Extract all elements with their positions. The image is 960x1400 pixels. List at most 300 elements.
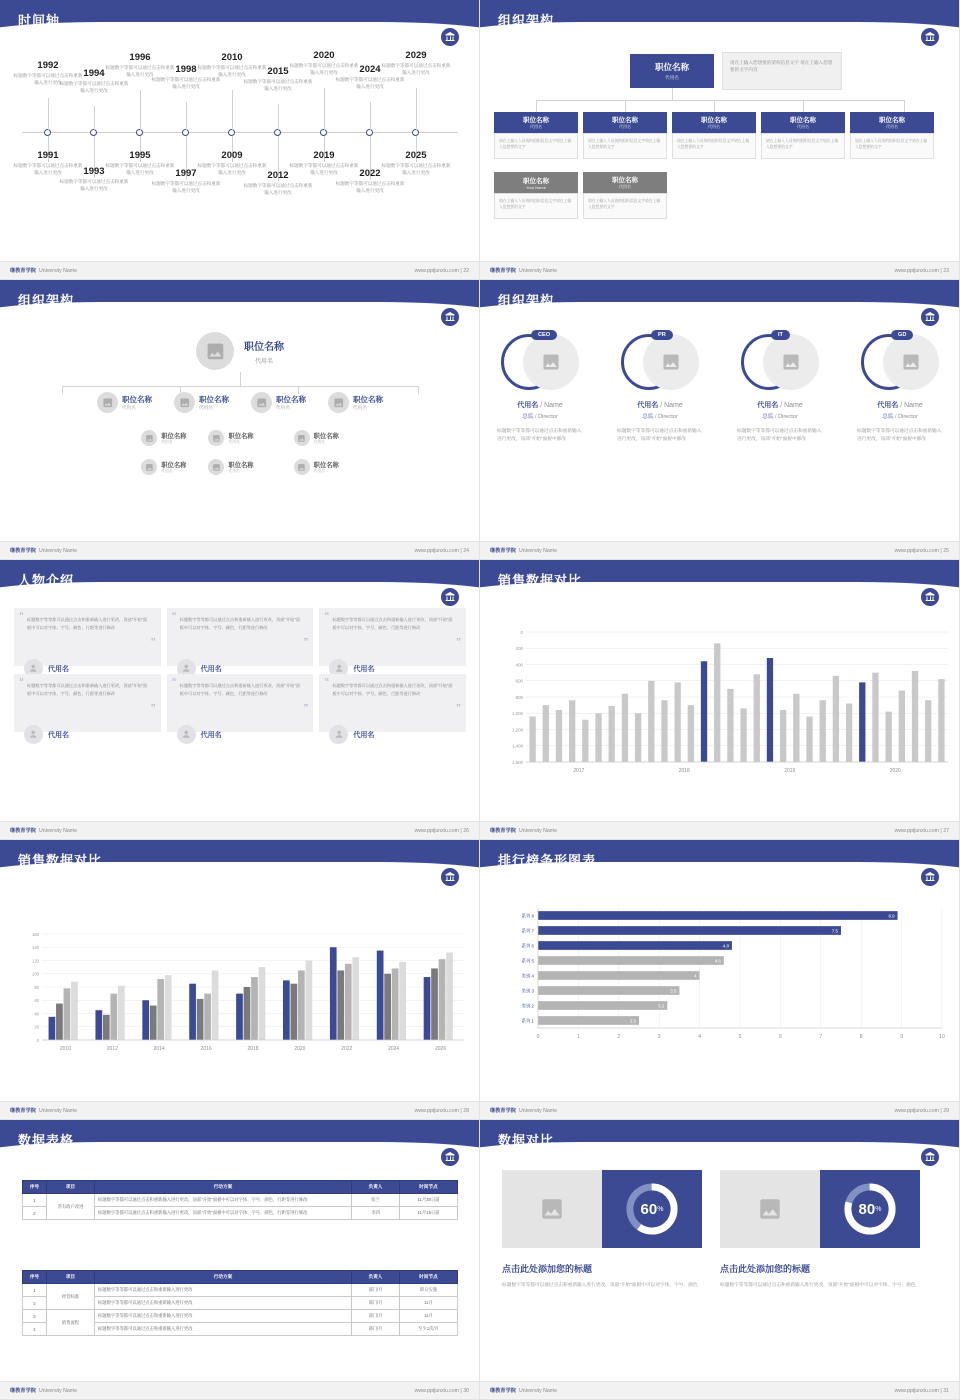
timeline-year: 1991 — [37, 150, 59, 161]
footer-university: University Name — [518, 827, 558, 834]
svg-text:160: 160 — [32, 931, 39, 937]
person-role: 总监 / Director — [882, 414, 918, 420]
cell-index: 3 — [23, 1310, 47, 1323]
org-card-sub: 代用名 — [708, 124, 720, 129]
person-card[interactable] — [605, 332, 715, 443]
slide-footer: 继教育学院 University Name www.pptjunxiu.com | 30 — [0, 1381, 479, 1399]
timeline-year: 2019 — [313, 150, 335, 161]
slide-footer: 继教育学院 University Name www.pptjunxiu.com | 27 — [480, 821, 959, 839]
svg-text:1: 1 — [577, 1034, 580, 1040]
quote-text: 标题数字等等都可以通过点击和重新输入进行更改，顶部"开始"面板中可以对字体、字号、颜色、行距等进行修改 — [27, 617, 148, 630]
org-subtree — [208, 430, 253, 475]
timeline-year: 2015 — [267, 66, 289, 77]
timeline-desc: 标题数字等都可以通过点击和重新输入进行更改 — [243, 79, 313, 91]
logo-badge — [439, 1146, 461, 1168]
quote-open-icon: “ — [19, 677, 24, 688]
org-card[interactable] — [494, 172, 578, 219]
org-subtree — [294, 430, 339, 475]
svg-text:2020: 2020 — [889, 768, 901, 774]
avatar-placeholder-icon — [208, 430, 224, 446]
org-node[interactable] — [208, 459, 253, 475]
org-card-name: 职位名称 — [612, 177, 638, 184]
svg-text:2024: 2024 — [388, 1046, 400, 1052]
org-node-sub: 代用名 — [313, 469, 325, 473]
org-node-name: 职位名称 — [161, 462, 187, 469]
svg-text:1,400: 1,400 — [512, 743, 523, 749]
quote-text: 标题数字等等都可以通过点击和重新输入进行更改，顶部"开始"面板中可以对字体、字号、颜色、行距等进行修改 — [332, 683, 453, 696]
footer-logo: 继教育学院 — [10, 548, 36, 554]
quote-author — [177, 725, 222, 744]
avatar-placeholder-icon — [208, 459, 224, 475]
footer-site: www.pptjunxiu.com — [894, 547, 939, 554]
svg-text:2019: 2019 — [784, 768, 796, 774]
person-name: 代用名 / Name — [517, 402, 563, 409]
svg-text:100: 100 — [32, 971, 39, 977]
org-node[interactable] — [141, 430, 186, 446]
org-card-name: 职位名称 — [701, 117, 727, 124]
page-number: 30 — [463, 1387, 469, 1394]
footer-logo: 继教育学院 — [490, 548, 516, 554]
logo-badge — [439, 306, 461, 328]
quote-close-icon: ” — [456, 637, 461, 648]
avatar-placeholder-icon — [174, 392, 195, 413]
cell-index: 2 — [23, 1207, 47, 1220]
cell-index: 2 — [23, 1297, 47, 1310]
col-header: 项目 — [47, 1271, 95, 1284]
page-number: 31 — [943, 1387, 949, 1394]
cell-owner: 部门/月 — [352, 1284, 400, 1297]
col-header: 序号 — [23, 1181, 47, 1194]
quote-card[interactable] — [319, 674, 466, 739]
quote-author-name: 代用名 — [48, 731, 69, 739]
slide-data-comparison — [480, 1120, 960, 1400]
timeline-desc: 标题数字等都可以通过点击和重新输入进行更改 — [13, 73, 83, 85]
people-row — [480, 332, 960, 443]
org-card-sub: 代用名 — [797, 124, 809, 129]
org-node-name: 职位名称 — [353, 395, 383, 404]
footer-logo: 继教育学院 — [10, 828, 36, 834]
person-card[interactable] — [845, 332, 955, 443]
page-title: 数据对比 — [498, 1133, 555, 1148]
quote-author — [329, 725, 374, 744]
quote-author-name: 代用名 — [48, 665, 69, 673]
slide-org-chart-boxes — [480, 0, 960, 280]
timeline-item — [381, 50, 451, 76]
svg-text:8: 8 — [859, 1034, 863, 1040]
quote-card[interactable] — [319, 608, 466, 673]
svg-text:3: 3 — [657, 1034, 661, 1040]
svg-text:4.8: 4.8 — [722, 943, 729, 949]
svg-text:0: 0 — [36, 1037, 39, 1043]
timeline-year: 1993 — [83, 166, 105, 177]
org-card-body: 请在上输入人员的的组织信息文字请在上输入您想要的文字 — [850, 133, 934, 159]
person-card[interactable] — [725, 332, 835, 443]
block-desc: 标题数字等等都可以通过点击和重新输入进行更改，顶部"开始"面板中可以对字体、字号、颜色 — [720, 1282, 916, 1287]
svg-text:2026: 2026 — [434, 1046, 447, 1052]
slide-footer: 继教育学院 University Name www.pptjunxiu.com | 31 — [480, 1381, 959, 1399]
quote-text: 标题数字等等都可以通过点击和重新输入进行更改，顶部"开始"面板中可以对字体、字号、颜色、行距等进行修改 — [27, 683, 148, 696]
org-card-name: 职位名称 — [879, 117, 905, 124]
avatar-placeholder-icon — [294, 459, 310, 475]
avatar-placeholder-icon — [196, 332, 234, 370]
person-role: 总监 / Director — [522, 414, 558, 420]
svg-text:200: 200 — [515, 646, 523, 652]
footer-university: University Name — [518, 1107, 558, 1114]
svg-text:7: 7 — [819, 1034, 823, 1040]
org-node[interactable] — [97, 392, 152, 413]
cell-owner: 张兰 — [352, 1194, 400, 1207]
svg-text:2.5: 2.5 — [629, 1018, 636, 1024]
quote-author-name: 代用名 — [200, 731, 222, 739]
table-header-row — [23, 1181, 458, 1194]
timeline-desc: 标题数字等都可以通过点击和重新输入进行更改 — [197, 65, 267, 77]
svg-text:600: 600 — [515, 678, 523, 684]
footer-site: www.pptjunxiu.com — [414, 827, 459, 834]
col-header: 时间节点 — [400, 1181, 458, 1194]
quote-open-icon: “ — [171, 677, 177, 688]
org-card-sub: 代用名 — [530, 124, 542, 129]
footer-logo: 继教育学院 — [490, 1388, 516, 1394]
slide-footer: 继教育学院 University Name www.pptjunxiu.com | 29 — [480, 1101, 959, 1119]
footer-university: University Name — [518, 547, 558, 554]
org-node-name: 职位名称 — [228, 433, 254, 440]
page-title: 人物介绍 — [18, 573, 75, 588]
person-desc: 标题数字等等都可以通过点击和重新输入进行更改，顶部"开始"面板中修改 — [857, 428, 942, 441]
svg-text:2018: 2018 — [678, 768, 690, 774]
quote-card[interactable] — [14, 674, 161, 739]
logo-badge — [919, 586, 941, 608]
org-node-name: 职位名称 — [122, 395, 152, 404]
org-card[interactable] — [583, 112, 667, 159]
avatar-placeholder-icon — [763, 334, 819, 390]
logo-badge — [919, 866, 941, 888]
svg-text:40: 40 — [34, 1011, 39, 1017]
org-subtree — [141, 430, 186, 475]
footer-logo: 继教育学院 — [490, 268, 516, 274]
person-name: 代用名 / Name — [637, 402, 683, 409]
table-row[interactable] — [23, 1284, 458, 1297]
slide-org-chart-circles — [480, 280, 960, 560]
quote-card[interactable] — [14, 608, 161, 673]
org-card-body: 请在上输入人员的的组织信息文字请在上输入您想要的文字 — [583, 133, 667, 159]
table-row[interactable] — [23, 1310, 458, 1323]
cell-index: 4 — [23, 1323, 47, 1336]
timeline-year: 2012 — [267, 170, 289, 181]
org-node[interactable] — [294, 459, 339, 475]
org-node[interactable] — [328, 392, 383, 413]
svg-text:2012: 2012 — [106, 1046, 118, 1052]
logo-badge — [439, 26, 461, 48]
cell-plan: 标题数字等等都可以通过点击和重新输入进行更改 — [95, 1297, 352, 1310]
timeline-desc: 标题数字等都可以通过点击和重新输入进行更改 — [335, 181, 405, 193]
footer-logo: 继教育学院 — [490, 828, 516, 834]
org-node-name: 职位名称 — [228, 462, 254, 469]
role-tag: GD — [891, 330, 913, 340]
cell-plan: 标题数字等都可以通过点击和重新输入进行更改，顶部"开始"面板中可以对字体、字号、颜色、行距等进行修改 — [95, 1207, 352, 1220]
avatar-placeholder-icon — [141, 430, 157, 446]
cell-plan: 标题数字等等都可以通过点击和重新输入进行更改 — [95, 1323, 352, 1336]
page-number: 29 — [943, 1107, 949, 1114]
svg-text:6: 6 — [779, 1034, 782, 1040]
page-title: 排行榜条形图表 — [498, 853, 597, 868]
cell-deadline: 11月15日前 — [400, 1207, 458, 1220]
page-number: 23 — [943, 267, 949, 274]
slide-data-tables — [0, 1120, 480, 1400]
org-node-sub: 代用名 — [122, 405, 136, 410]
footer-university: University Name — [38, 1107, 78, 1114]
svg-text:系列 5: 系列 5 — [521, 958, 534, 964]
footer-site: www.pptjunxiu.com — [894, 827, 939, 834]
svg-text:3.5: 3.5 — [670, 988, 677, 994]
col-header: 行动方案 — [95, 1181, 352, 1194]
comparison-block[interactable] — [502, 1170, 742, 1289]
org-root-note: 请在上输入您想要的架构信息文字 请在上输入您想要的文字内容 — [722, 52, 842, 90]
quote-text: 标题数字等等都可以通过点击和重新输入进行更改，顶部"开始"面板中可以对字体、字号、颜色、行距等进行修改 — [332, 617, 453, 630]
quote-open-icon: “ — [19, 611, 24, 622]
avatar — [177, 725, 196, 744]
org-level2-row — [0, 392, 480, 413]
timeline-year: 2010 — [221, 52, 243, 63]
table-header-row — [23, 1271, 458, 1284]
org-node-name: 职位名称 — [276, 395, 306, 404]
cell-plan: 标题数字等等都可以通过点击和重新输入进行更改 — [95, 1284, 352, 1297]
logo-badge — [919, 26, 941, 48]
svg-text:类别 2: 类别 2 — [521, 1003, 534, 1009]
timeline-desc: 标题数字等都可以通过点击和重新输入进行更改 — [151, 181, 221, 193]
cell-deadline: 至少1次/月 — [400, 1323, 458, 1336]
timeline-year: 2025 — [405, 150, 427, 161]
timeline-desc: 标题数字等都可以通过点击和重新输入进行更改 — [13, 163, 83, 175]
svg-text:1,600: 1,600 — [512, 759, 523, 765]
timeline-desc: 标题数字等都可以通过点击和重新输入进行更改 — [59, 179, 129, 191]
cell-project: 销售流程 — [47, 1310, 95, 1336]
cell-index: 1 — [23, 1194, 47, 1207]
col-header: 负责人 — [352, 1181, 400, 1194]
cell-project: 苏有政户改进 — [47, 1194, 95, 1220]
comparison-block[interactable] — [720, 1170, 960, 1289]
org-card[interactable] — [761, 112, 845, 159]
avatar-placeholder-icon — [141, 459, 157, 475]
org-node[interactable] — [251, 392, 306, 413]
org-node-sub: 代用名 — [161, 440, 173, 444]
timeline — [0, 46, 480, 236]
org-node-sub: 代用名 — [228, 469, 240, 473]
timeline-year: 1994 — [83, 68, 105, 79]
quote-text: 标题数字等等都可以通过点击和重新输入进行更改，顶部"开始"面板中可以对字体、字号、颜色、行距等进行修改 — [179, 683, 300, 696]
chart-canvas — [12, 928, 472, 1068]
timeline-year: 2009 — [221, 150, 243, 161]
timeline-year: 2020 — [313, 50, 335, 61]
slide-footer: 继教育学院 University Name www.pptjunxiu.com | 25 — [480, 541, 959, 559]
svg-text:4: 4 — [694, 973, 697, 979]
footer-site: www.pptjunxiu.com — [414, 547, 459, 554]
quote-author-name: 代用名 — [353, 731, 375, 739]
svg-text:2022: 2022 — [341, 1046, 353, 1052]
timeline-desc: 标题数字等都可以通过点击和重新输入进行更改 — [59, 81, 129, 93]
donut-label — [624, 1181, 680, 1237]
svg-text:1,000: 1,000 — [512, 711, 523, 717]
page-number: 22 — [463, 267, 469, 274]
footer-site: www.pptjunxiu.com — [894, 267, 939, 274]
slide-footer: 继教育学院 University Name www.pptjunxiu.com | 26 — [0, 821, 479, 839]
org-level2-row — [480, 112, 960, 159]
slide-org-chart-avatars — [0, 280, 480, 560]
chart-canvas — [492, 624, 952, 794]
timeline-desc: 标题数字等都可以通过点击和重新输入进行更改 — [197, 163, 267, 175]
logo-badge — [919, 306, 941, 328]
svg-text:4.6: 4.6 — [714, 958, 721, 964]
org-card-name: 职位名称 — [523, 177, 549, 185]
timeline-desc: 标题数字等都可以通过点击和重新输入进行更改 — [335, 77, 405, 89]
slide-footer: 继教育学院 University Name www.pptjunxiu.com | 22 — [0, 261, 479, 279]
col-header: 时间节点 — [400, 1271, 458, 1284]
timeline-desc: 标题数字等都可以通过点击和重新输入进行更改 — [381, 163, 451, 175]
timeline-desc: 标题数字等都可以通过点击和重新输入进行更改 — [151, 77, 221, 89]
footer-logo: 继教育学院 — [10, 1388, 36, 1394]
page-title: 时间轴 — [18, 13, 61, 28]
person-card[interactable] — [485, 332, 595, 443]
timeline-year: 2029 — [405, 50, 427, 61]
slide-sales-chart-2 — [0, 840, 480, 1120]
svg-text:140: 140 — [32, 945, 39, 951]
role-tag: PR — [651, 330, 673, 340]
org-root-box[interactable] — [630, 54, 714, 88]
cell-owner: 李四 — [352, 1207, 400, 1220]
svg-text:3.2: 3.2 — [658, 1003, 665, 1009]
svg-text:10: 10 — [939, 1034, 945, 1040]
logo-badge — [919, 1146, 941, 1168]
cell-owner: 部门/月 — [352, 1297, 400, 1310]
quote-card[interactable] — [167, 608, 314, 673]
quote-close-icon: ” — [150, 637, 156, 648]
org-node[interactable] — [174, 392, 229, 413]
timeline-axis — [22, 132, 458, 133]
person-desc: 标题数字等等都可以通过点击和重新输入进行更改，顶部"开始"面板中修改 — [617, 428, 702, 441]
svg-text:系列 6: 系列 6 — [521, 943, 534, 949]
timeline-item — [381, 150, 451, 176]
svg-text:0: 0 — [520, 629, 523, 635]
org-card-sub: 代用名 — [619, 184, 631, 189]
cell-owner: 部门/月 — [352, 1310, 400, 1323]
svg-text:系列 7: 系列 7 — [521, 928, 534, 934]
org-card-body: 请在上输入人员的的组织信息文字请在上输入您想要的文字 — [583, 193, 667, 219]
org-node-name: 职位名称 — [199, 395, 229, 404]
slide-footer: 继教育学院 University Name www.pptjunxiu.com | 28 — [0, 1101, 479, 1119]
footer-logo: 继教育学院 — [10, 1108, 36, 1114]
avatar-placeholder-icon — [883, 334, 939, 390]
svg-text:2016: 2016 — [200, 1046, 212, 1052]
footer-site: www.pptjunxiu.com — [414, 1387, 459, 1394]
timeline-year: 1997 — [175, 168, 197, 179]
cell-project: 经营标准 — [47, 1284, 95, 1310]
page-number: 24 — [463, 547, 469, 554]
avatar-placeholder-icon — [523, 334, 579, 390]
timeline-year: 1996 — [129, 52, 151, 63]
avatar-placeholder-icon — [97, 392, 118, 413]
svg-text:80: 80 — [34, 984, 39, 990]
org-card[interactable] — [672, 112, 756, 159]
org-node-sub: 代用名 — [353, 405, 367, 410]
org-node[interactable] — [141, 459, 186, 475]
quote-card[interactable] — [167, 674, 314, 739]
image-placeholder-icon — [720, 1170, 820, 1248]
slide-ranking-chart — [480, 840, 960, 1120]
svg-text:8.9: 8.9 — [888, 913, 895, 919]
timeline-desc: 标题数字等都可以通过点击和重新输入进行更改 — [105, 163, 175, 175]
cell-deadline: 11月 — [400, 1310, 458, 1323]
cell-owner: 部门/月 — [352, 1323, 400, 1336]
org-card-body: 请在上输入人员的的组织信息文字请在上输入您想要的文字 — [761, 133, 845, 159]
cell-deadline: 即日实施 — [400, 1284, 458, 1297]
avatar-placeholder-icon — [294, 430, 310, 446]
svg-text:800: 800 — [515, 694, 523, 700]
org-node-sub: 代用名 — [161, 469, 173, 473]
timeline-desc: 标题数字等都可以通过点击和重新输入进行更改 — [105, 65, 175, 77]
cell-index: 1 — [23, 1284, 47, 1297]
page-number: 26 — [463, 827, 469, 834]
quote-close-icon: ” — [456, 703, 461, 714]
avatar-placeholder-icon — [328, 392, 349, 413]
page-title: 组织架构 — [498, 293, 555, 308]
donut-label — [842, 1181, 898, 1237]
col-header: 行动方案 — [95, 1271, 352, 1284]
svg-text:9: 9 — [900, 1034, 903, 1040]
org-card[interactable] — [494, 112, 578, 159]
org-node[interactable] — [294, 430, 339, 446]
slide-people-intro — [0, 560, 480, 840]
svg-text:系列 1: 系列 1 — [521, 1018, 534, 1024]
table-row[interactable] — [23, 1194, 458, 1207]
org-level3-row — [480, 172, 960, 219]
timeline-year: 1998 — [175, 64, 197, 75]
svg-text:2010: 2010 — [59, 1046, 72, 1052]
cell-deadline: 11月 — [400, 1297, 458, 1310]
block-desc: 标题数字等等都可以通过点击和重新输入进行更改，顶部"开始"面板中可以对字体、字号、颜色 — [502, 1282, 698, 1287]
svg-text:120: 120 — [32, 958, 39, 964]
donut-value: 60 — [640, 1200, 658, 1218]
org-node-sub: 代用名 — [228, 440, 240, 444]
timeline-desc: 标题数字等都可以通过点击和重新输入进行更改 — [381, 63, 451, 75]
org-card[interactable] — [850, 112, 934, 159]
footer-university: University Name — [518, 1387, 558, 1394]
org-node[interactable] — [208, 430, 253, 446]
quote-open-icon: “ — [324, 677, 330, 688]
svg-text:0: 0 — [536, 1034, 540, 1040]
logo-badge — [439, 866, 461, 888]
cell-plan: 标题数字等都可以通过点击和重新输入进行更改，顶部"开始"面板中可以对字体、字号、颜色、行距等进行修改 — [95, 1194, 352, 1207]
svg-text:系列 8: 系列 8 — [521, 913, 534, 919]
timeline-desc: 标题数字等都可以通过点击和重新输入进行更改 — [289, 63, 359, 75]
timeline-desc: 标题数字等都可以通过点击和重新输入进行更改 — [243, 183, 313, 195]
svg-text:2014: 2014 — [153, 1046, 165, 1052]
timeline-desc: 标题数字等都可以通过点击和重新输入进行更改 — [289, 163, 359, 175]
svg-text:20: 20 — [34, 1024, 39, 1030]
block-heading: 点击此处添加您的标题 — [502, 1264, 593, 1274]
quote-grid — [0, 608, 480, 739]
avatar — [329, 725, 348, 744]
person-role: 总监 / Director — [762, 414, 798, 420]
footer-university: University Name — [38, 547, 78, 554]
slide-footer: 继教育学院 University Name www.pptjunxiu.com | 24 — [0, 541, 479, 559]
col-header: 序号 — [23, 1271, 47, 1284]
org-root[interactable] — [0, 332, 480, 370]
org-card[interactable] — [583, 172, 667, 219]
org-node-sub: 代用名 — [313, 440, 325, 444]
org-card-name: 职位名称 — [612, 117, 638, 124]
role-tag: IT — [771, 330, 790, 340]
cell-plan: 标题数字等等都可以通过点击和重新输入进行更改 — [95, 1310, 352, 1323]
org-card-body: 请在上输入人员的的组织信息文字请在上输入您想要的文字 — [672, 133, 756, 159]
